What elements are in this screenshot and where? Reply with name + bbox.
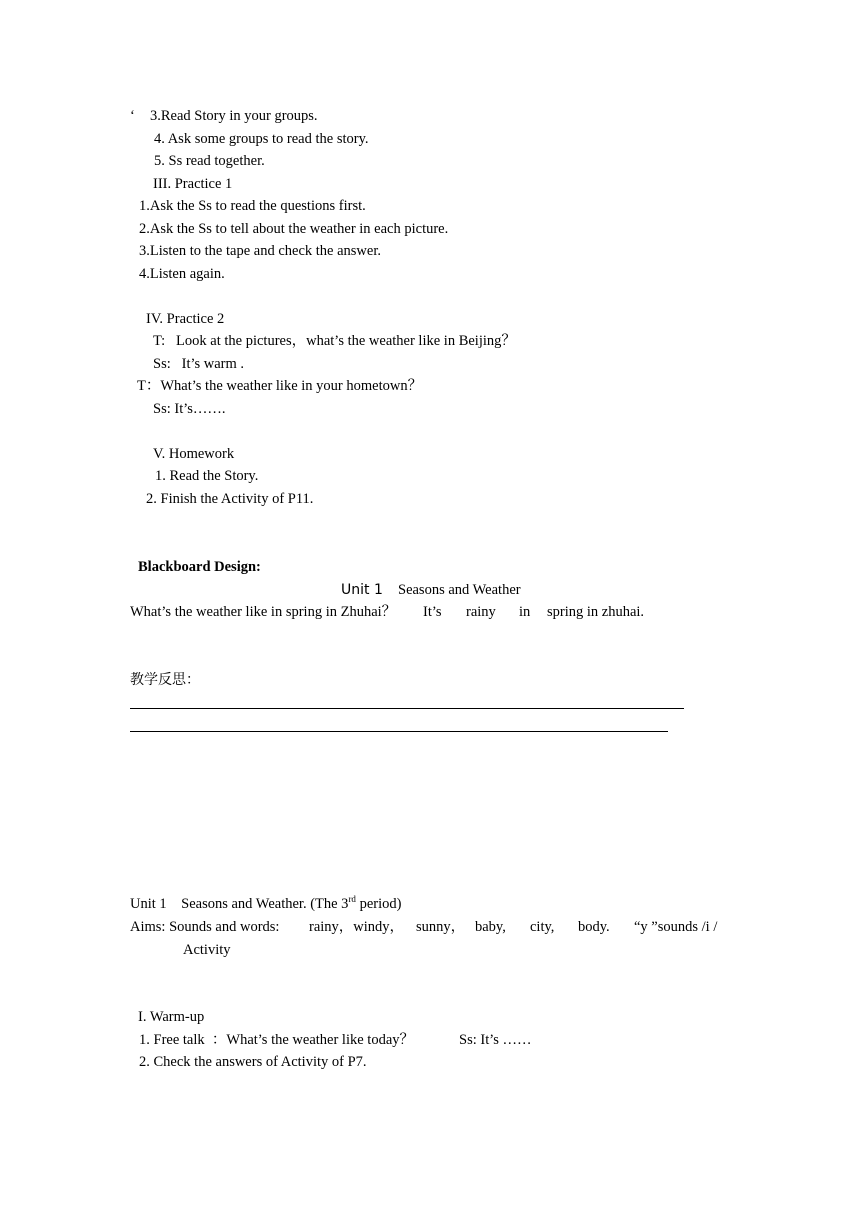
dialogue-teacher: T: Look at the pictures，what’s the weather like in Beijing？ [153,333,516,349]
blackboard-unit-title: Seasons and Weather [398,582,521,598]
blackboard-heading: Blackboard Design: [138,559,261,575]
reflection-line [130,708,684,709]
aims-word: “y ”sounds /i / [634,919,718,935]
step-read-story: 3.Read Story in your groups. [150,108,318,124]
aims-word: rainy，windy， [309,919,405,935]
reflection-line [130,731,668,732]
aims-continuation: Activity [183,942,231,958]
warmup-answer: Ss: It’s …… [459,1032,532,1048]
practice1-heading: III. Practice 1 [153,176,233,192]
blackboard-unit-label: Unit 1 [341,582,383,598]
step-read-together: 5. Ss read together. [154,153,265,169]
practice2-heading: IV. Practice 2 [146,311,225,327]
homework-heading: V. Homework [153,446,235,462]
lesson-title: Unit 1 Seasons and Weather. (The 3rd period) [130,894,402,912]
aims-word: sunny， [416,919,466,935]
blackboard-answer-word: spring in zhuhai. [547,604,645,620]
warmup-heading: I. Warm-up [138,1009,205,1025]
aims-word: baby, [475,919,506,935]
aims-word: city, [530,919,555,935]
aims-label: Aims: Sounds and words: [130,919,280,935]
homework-item: 1. Read the Story. [155,468,259,484]
blackboard-answer-word: in [519,604,531,620]
blackboard-question: What’s the weather like in spring in Zhuhai？ [130,604,397,620]
dialogue-students: Ss: It’s……. [153,401,226,417]
warmup-item: 2. Check the answers of Activity of P7. [139,1054,367,1070]
step-ask-groups: 4. Ask some groups to read the story. [154,131,369,147]
reflection-label: 教学反思： [130,672,200,688]
blackboard-answer-word: It’s [423,604,442,620]
dialogue-students: Ss: It’s warm . [153,356,245,372]
tick-mark: ‘ [130,108,135,124]
warmup-item: 1. Free talk ：What’s the weather like today？ [139,1032,415,1048]
homework-item: 2. Finish the Activity of P11. [146,491,314,507]
practice1-item: 1.Ask the Ss to read the questions first. [139,198,366,214]
practice1-item: 3.Listen to the tape and check the answer. [139,243,381,259]
aims-word: body. [578,919,610,935]
dialogue-teacher: T：What’s the weather like in your hometown？ [137,378,423,394]
practice1-item: 4.Listen again. [139,266,225,282]
blackboard-answer-word: rainy [466,604,496,620]
practice1-item: 2.Ask the Ss to tell about the weather in each picture. [139,221,449,237]
